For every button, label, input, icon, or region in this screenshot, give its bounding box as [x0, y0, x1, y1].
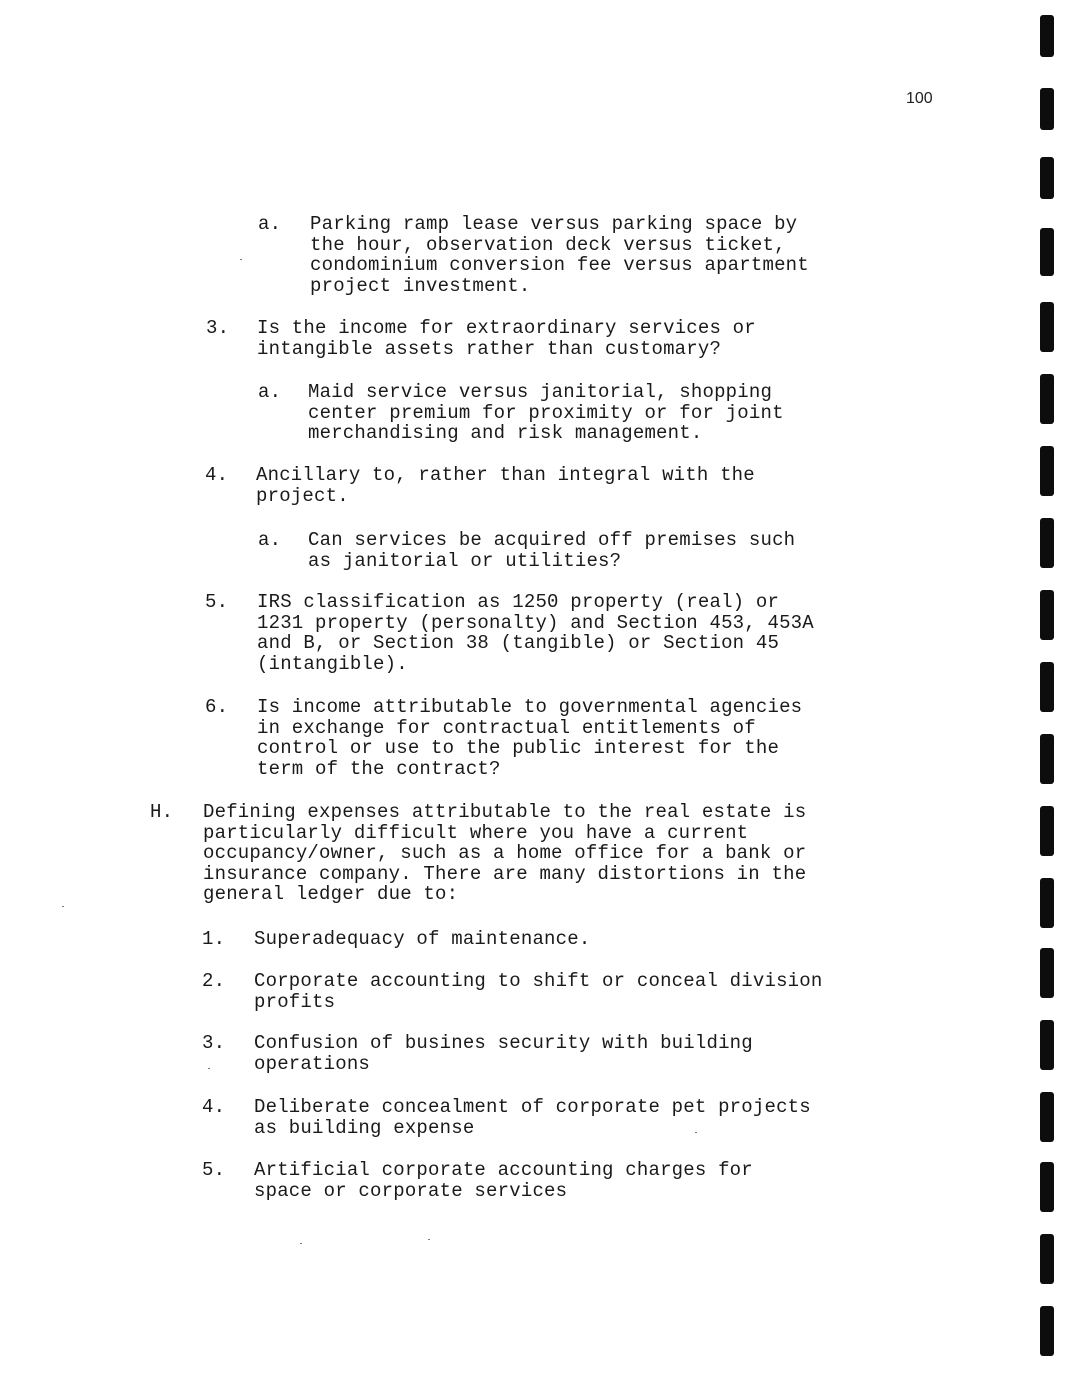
list-item-text	[257, 697, 802, 779]
text-line: and B, or Section 38 (tangible) or Section 45	[257, 632, 780, 655]
text-line: Artificial corporate accounting charges for	[254, 1159, 753, 1181]
text-line: 1231 property (personalty) and Section 453, 453A	[257, 611, 814, 634]
text-line: project investment.	[310, 274, 531, 297]
list-item-text	[310, 214, 809, 296]
list-marker: 5.	[202, 1159, 226, 1181]
section-text	[203, 802, 806, 905]
list-marker: a.	[258, 529, 282, 551]
text-line: Deliberate concealment of corporate pet projects	[254, 1096, 811, 1118]
list-item-text	[254, 1097, 811, 1138]
text-line: space or corporate services	[254, 1179, 568, 1202]
text-line: term of the contract?	[257, 757, 501, 780]
list-item-text	[308, 530, 795, 571]
binding-mark	[1040, 15, 1054, 57]
binding-mark	[1040, 446, 1054, 496]
text-line: Ancillary to, rather than integral with the	[256, 464, 755, 486]
text-line: insurance company. There are many distortions in the	[203, 862, 807, 885]
text-line: Is the income for extraordinary services or	[257, 317, 756, 339]
text-line: condominium conversion fee versus apartment	[310, 254, 809, 277]
scan-speck	[695, 1132, 697, 1133]
list-marker: 3.	[202, 1032, 226, 1054]
scan-speck	[240, 259, 242, 260]
binding-mark	[1040, 948, 1054, 998]
text-line: Superadequacy of maintenance.	[254, 928, 591, 950]
list-item-text	[257, 318, 756, 359]
binding-mark	[1040, 590, 1054, 640]
text-line: profits	[254, 990, 336, 1013]
list-item-text	[256, 465, 755, 506]
binding-mark	[1040, 374, 1054, 424]
text-line: Defining expenses attributable to the real estate is	[203, 801, 807, 823]
list-item-text	[254, 1033, 753, 1074]
text-line: (intangible).	[257, 652, 408, 675]
binding-mark	[1040, 228, 1054, 276]
text-line: Corporate accounting to shift or conceal division	[254, 970, 823, 992]
list-marker: 5.	[205, 591, 229, 613]
text-line: project.	[256, 484, 349, 507]
text-line: in exchange for contractual entitlements of	[257, 716, 756, 739]
list-marker: 2.	[202, 970, 226, 992]
text-line: as janitorial or utilities?	[308, 549, 622, 572]
binding-mark	[1040, 878, 1054, 928]
text-line: general ledger due to:	[203, 883, 459, 906]
text-line: IRS classification as 1250 property (real) or	[257, 591, 780, 613]
text-line: Can services be acquired off premises such	[308, 529, 796, 551]
binding-mark	[1040, 88, 1054, 130]
text-line: particularly difficult where you have a current	[203, 821, 749, 844]
list-item-text	[254, 1160, 753, 1201]
section-marker: H.	[150, 801, 174, 823]
text-line: Is income attributable to governmental agencies	[257, 696, 803, 718]
text-line: as building expense	[254, 1116, 475, 1139]
text-line: center premium for proximity or for joint	[308, 401, 784, 424]
text-line: the hour, observation deck versus ticket,	[310, 233, 786, 256]
list-marker: a.	[258, 381, 282, 403]
list-marker: 3.	[206, 317, 230, 339]
list-item-text	[308, 382, 784, 444]
text-line: intangible assets rather than customary?	[257, 337, 722, 360]
binding-mark	[1040, 157, 1054, 199]
list-item-text	[254, 929, 590, 950]
page-number: 100	[906, 90, 933, 107]
list-marker: 4.	[202, 1096, 226, 1118]
binding-mark	[1040, 1092, 1054, 1142]
binding-mark	[1040, 806, 1054, 856]
list-marker: 4.	[205, 464, 229, 486]
list-item-text	[254, 971, 823, 1012]
binding-mark	[1040, 302, 1054, 352]
list-marker: 6.	[205, 696, 229, 718]
list-marker: a.	[258, 213, 282, 235]
scan-speck	[62, 906, 64, 907]
text-line: occupancy/owner, such as a home office for a bank or	[203, 842, 807, 865]
binding-mark	[1040, 662, 1054, 712]
binding-mark	[1040, 1020, 1054, 1070]
binding-mark	[1040, 734, 1054, 784]
text-line: Maid service versus janitorial, shopping	[308, 381, 773, 403]
binding-mark	[1040, 1162, 1054, 1212]
scan-speck	[208, 1068, 210, 1069]
list-marker: 1.	[202, 928, 226, 950]
text-line: Parking ramp lease versus parking space by	[310, 213, 798, 235]
text-line: merchandising and risk management.	[308, 422, 703, 445]
binding-mark	[1040, 1234, 1054, 1284]
binding-mark	[1040, 518, 1054, 568]
scan-speck	[428, 1239, 430, 1240]
binding-mark	[1040, 1306, 1054, 1356]
text-line: control or use to the public interest for the	[257, 737, 780, 760]
text-line: Confusion of busines security with building	[254, 1032, 753, 1054]
list-item-text	[257, 592, 814, 674]
text-line: operations	[254, 1052, 371, 1075]
scan-speck	[300, 1243, 302, 1244]
